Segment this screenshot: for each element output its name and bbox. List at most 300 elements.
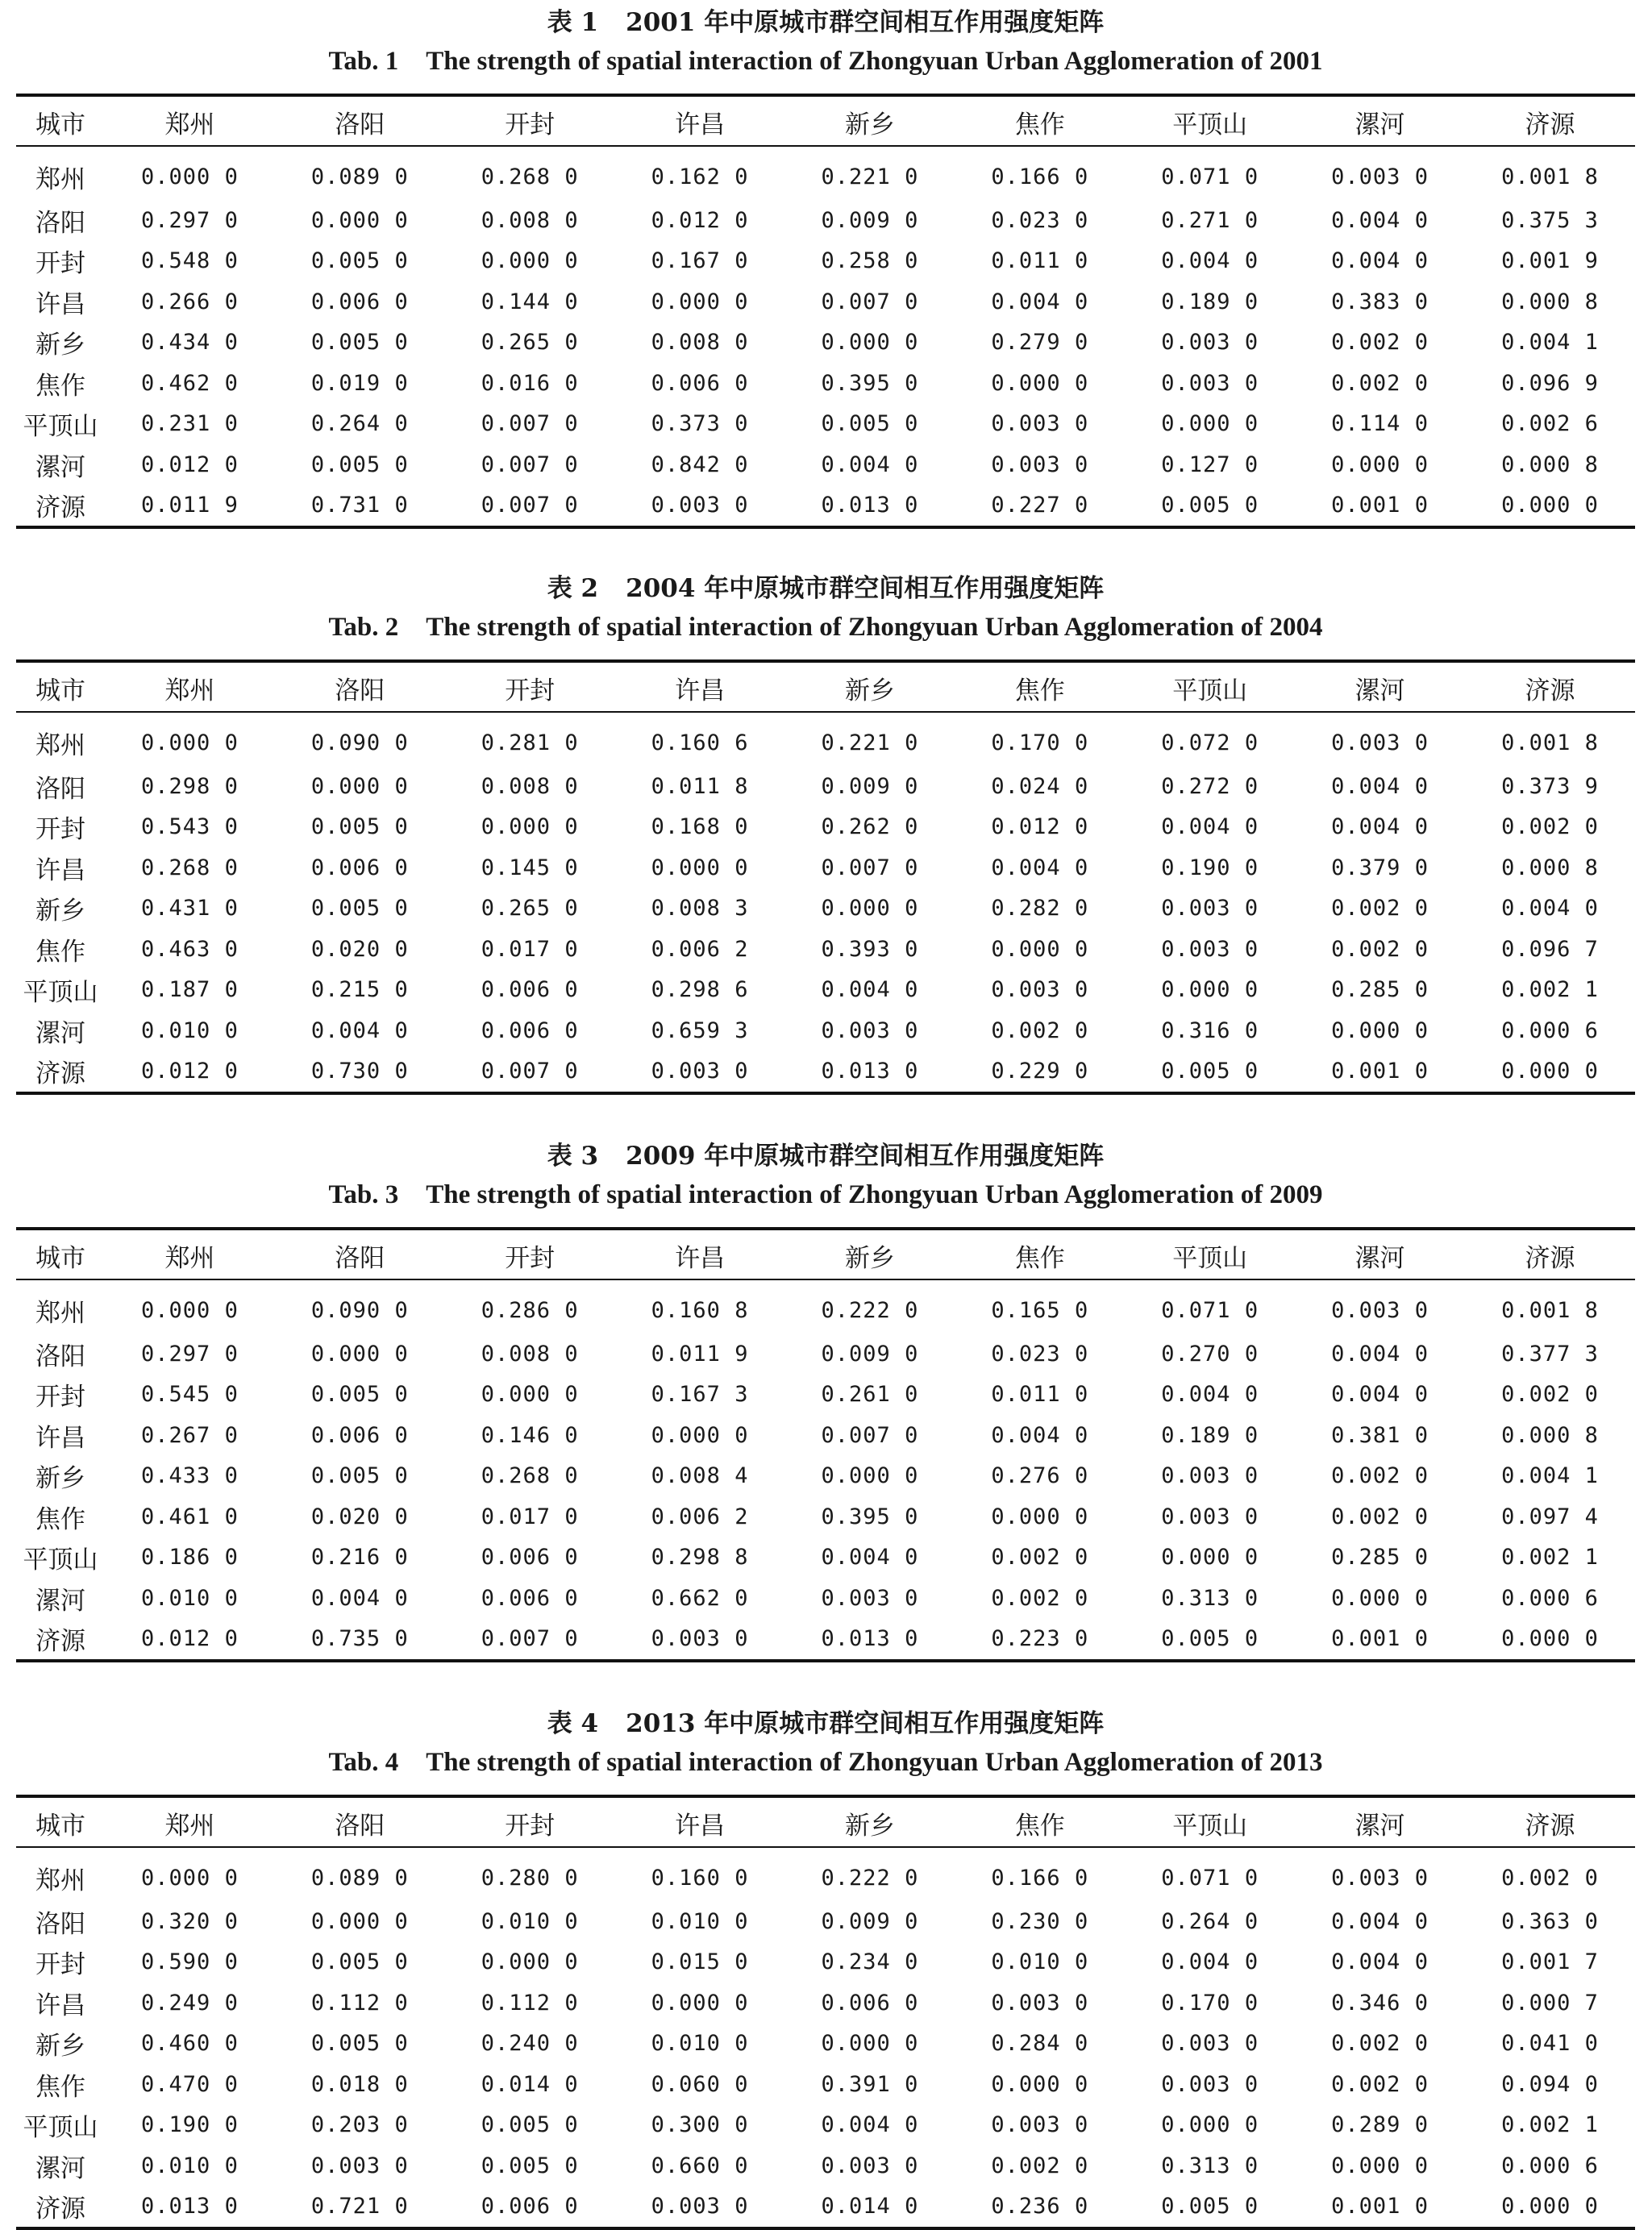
table-cell: 0.222 0 (821, 1297, 919, 1323)
table-body (16, 146, 1635, 527)
table-cell: 0.000 0 (651, 1422, 749, 1448)
row-city-label: 许昌 (35, 1991, 85, 2020)
table-cell: 0.094 0 (1501, 2071, 1599, 2097)
table-cell: 0.005 0 (310, 330, 409, 356)
table-cell: 0.000 8 (1501, 1422, 1599, 1448)
table-title-zh: 2001 年中原城市群空间相互作用强度矩阵 (626, 8, 1105, 37)
table-cell: 0.017 0 (481, 1504, 579, 1529)
table-row (16, 2186, 1635, 2229)
table-header (16, 95, 1635, 146)
column-header-city: 城市 (35, 1243, 85, 1273)
table-number-en: Tab. 1 (328, 47, 399, 76)
table-cell: 0.160 0 (651, 1865, 749, 1891)
table-cell: 0.006 0 (310, 855, 409, 880)
table-cell: 0.286 0 (481, 1297, 579, 1323)
interaction-matrix-table (16, 659, 1635, 1095)
row-city-label: 漯河 (35, 452, 85, 482)
table-cell: 0.016 0 (481, 370, 579, 396)
table-caption-en (16, 1175, 1635, 1214)
table-cell: 0.001 0 (1295, 485, 1465, 528)
column-header: 洛阳 (335, 110, 385, 139)
table-cell: 0.000 0 (310, 1908, 409, 1934)
table-cell: 0.000 0 (141, 1297, 239, 1323)
table-cell: 0.373 9 (1501, 773, 1599, 799)
table-cell: 0.000 8 (1501, 855, 1599, 880)
table-cell: 0.002 0 (1331, 1463, 1429, 1489)
table-cell: 0.281 0 (481, 730, 579, 755)
table-cell: 0.375 3 (1501, 207, 1599, 233)
table-cell: 0.071 0 (1161, 1297, 1259, 1323)
row-city-label: 焦作 (35, 937, 85, 967)
table-number-zh: 表 4 (547, 1709, 599, 1738)
table-cell: 0.000 0 (1465, 1051, 1635, 1094)
table-cell: 0.011 9 (105, 485, 275, 528)
table-row (16, 2105, 1635, 2146)
table-cell: 0.230 0 (991, 1908, 1089, 1934)
table-cell: 0.166 0 (991, 164, 1089, 189)
table-cell: 0.000 0 (481, 814, 579, 840)
table-cell: 0.005 0 (310, 248, 409, 274)
table-cell: 0.003 0 (991, 451, 1089, 477)
table-cell: 0.146 0 (481, 1422, 579, 1448)
table-cell: 0.008 0 (481, 1341, 579, 1367)
interaction-matrix-table (16, 1227, 1635, 1662)
table-cell: 0.004 0 (1161, 1382, 1259, 1408)
row-city-label: 济源 (16, 2186, 105, 2229)
table-cell: 0.003 0 (1331, 730, 1429, 755)
table-row (16, 1942, 1635, 1983)
column-header: 济源 (1525, 1811, 1575, 1841)
table-cell: 0.229 0 (955, 1051, 1125, 1094)
column-header: 焦作 (1014, 1243, 1065, 1273)
table-row (16, 766, 1635, 807)
column-header-city: 城市 (35, 110, 85, 139)
table-cell: 0.005 0 (310, 1949, 409, 1975)
row-city-label: 漯河 (35, 1018, 85, 1048)
table-cell: 0.431 0 (141, 896, 239, 922)
table-cell: 0.000 0 (141, 1865, 239, 1891)
table-row (16, 1901, 1635, 1942)
table-cell: 0.006 0 (310, 289, 409, 314)
table-cell: 0.268 0 (141, 855, 239, 880)
table-cell: 0.145 0 (481, 855, 579, 880)
table-cell: 0.013 0 (785, 485, 955, 528)
table-cell: 0.008 4 (651, 1463, 749, 1489)
table-cell: 0.005 0 (310, 1382, 409, 1408)
table-cell: 0.015 0 (651, 1949, 749, 1975)
row-city-label: 平顶山 (23, 412, 98, 442)
table-cell: 0.008 0 (481, 207, 579, 233)
table-cell: 0.000 0 (1465, 1619, 1635, 1662)
table-cell: 0.005 0 (821, 411, 919, 437)
table-cell: 0.090 0 (310, 730, 409, 755)
table-cell: 0.434 0 (141, 330, 239, 356)
table-cell: 0.216 0 (310, 1545, 409, 1571)
table-cell: 0.089 0 (310, 164, 409, 189)
table-cell: 0.002 0 (991, 1545, 1089, 1571)
table-cell: 0.276 0 (991, 1463, 1089, 1489)
table-cell: 0.006 0 (481, 1545, 579, 1571)
table-cell: 0.007 0 (445, 485, 615, 528)
table-cell: 0.168 0 (651, 814, 749, 840)
table-cell: 0.264 0 (1161, 1908, 1259, 1934)
table-cell: 0.014 0 (785, 2186, 955, 2229)
table-cell: 0.003 0 (991, 411, 1089, 437)
table-title-en: The strength of spatial interaction of Zhongyuan Urban Agglomeration of 2009 (426, 1180, 1323, 1209)
table-cell: 0.731 0 (275, 485, 445, 528)
table-cell: 0.000 0 (1465, 2186, 1635, 2229)
table-cell: 0.008 0 (651, 330, 749, 356)
table-cell: 0.041 0 (1501, 2031, 1599, 2057)
table-cell: 0.004 0 (1501, 896, 1599, 922)
document-page (16, 0, 1635, 2230)
table-cell: 0.010 0 (991, 1949, 1089, 1975)
table-cell: 0.000 0 (991, 1504, 1089, 1529)
table-cell: 0.012 0 (651, 207, 749, 233)
table-cell: 0.000 0 (991, 936, 1089, 962)
table-cell: 0.014 0 (481, 2071, 579, 2097)
table-cell: 0.007 0 (821, 1422, 919, 1448)
table-cell: 0.000 0 (1465, 485, 1635, 528)
table-cell: 0.842 0 (651, 451, 749, 477)
column-header: 郑州 (164, 110, 215, 139)
interaction-matrix-table (16, 1795, 1635, 2230)
table-cell: 0.006 0 (651, 370, 749, 396)
table-cell: 0.162 0 (651, 164, 749, 189)
header-row (16, 1229, 1635, 1279)
table-cell: 0.721 0 (275, 2186, 445, 2229)
table-cell: 0.000 0 (481, 1949, 579, 1975)
table-cell: 0.010 0 (141, 2153, 239, 2178)
table-cell: 0.000 0 (651, 289, 749, 314)
table-cell: 0.379 0 (1331, 855, 1429, 880)
column-header: 焦作 (1014, 110, 1065, 139)
column-header: 新乡 (844, 110, 895, 139)
table-cell: 0.005 0 (310, 896, 409, 922)
row-city-label: 平顶山 (23, 978, 98, 1008)
table-cell: 0.096 9 (1501, 370, 1599, 396)
table-row (16, 241, 1635, 282)
table-cell: 0.003 0 (821, 1585, 919, 1611)
row-city-label: 济源 (16, 1051, 105, 1094)
table-number-zh: 表 1 (547, 8, 599, 37)
table-cell: 0.165 0 (991, 1297, 1089, 1323)
table-cell: 0.007 0 (821, 855, 919, 880)
table-cell: 0.272 0 (1161, 773, 1259, 799)
table-cell: 0.023 0 (991, 1341, 1089, 1367)
table-block-2001 (16, 3, 1635, 529)
table-cell: 0.011 0 (991, 248, 1089, 274)
table-cell: 0.383 0 (1331, 289, 1429, 314)
table-row (16, 1415, 1635, 1456)
table-cell: 0.002 0 (1331, 2071, 1429, 2097)
table-cell: 0.006 0 (445, 2186, 615, 2229)
table-cell: 0.005 0 (310, 2031, 409, 2057)
table-cell: 0.373 0 (651, 411, 749, 437)
table-row (16, 1051, 1635, 1094)
table-cell: 0.223 0 (955, 1619, 1125, 1662)
table-row (16, 1619, 1635, 1662)
table-title-zh: 2009 年中原城市群空间相互作用强度矩阵 (626, 1142, 1105, 1171)
column-header: 漯河 (1354, 676, 1405, 705)
table-cell: 0.009 0 (821, 1341, 919, 1367)
table-cell: 0.268 0 (481, 1463, 579, 1489)
column-header: 开封 (505, 1811, 556, 1841)
table-cell: 0.003 0 (310, 2153, 409, 2178)
header-row (16, 661, 1635, 712)
table-caption-zh (16, 1137, 1635, 1175)
table-caption-en (16, 1743, 1635, 1782)
column-header: 许昌 (675, 676, 726, 705)
table-cell: 0.280 0 (481, 1865, 579, 1891)
table-row (16, 888, 1635, 930)
table-cell: 0.463 0 (141, 936, 239, 962)
table-cell: 0.000 0 (310, 773, 409, 799)
column-header: 新乡 (844, 1811, 895, 1841)
table-cell: 0.590 0 (141, 1949, 239, 1975)
table-cell: 0.002 0 (1501, 814, 1599, 840)
table-cell: 0.001 8 (1501, 164, 1599, 189)
table-cell: 0.298 8 (651, 1545, 749, 1571)
row-city-label: 平顶山 (23, 1546, 98, 1575)
table-cell: 0.006 0 (821, 1990, 919, 2016)
table-cell: 0.002 0 (1501, 1865, 1599, 1891)
row-city-label: 漯河 (35, 1586, 85, 1616)
table-cell: 0.735 0 (275, 1619, 445, 1662)
table-cell: 0.000 8 (1501, 289, 1599, 314)
table-caption-zh (16, 569, 1635, 608)
table-cell: 0.000 0 (821, 1463, 919, 1489)
table-cell: 0.000 0 (310, 1341, 409, 1367)
table-cell: 0.001 8 (1501, 1297, 1599, 1323)
table-cell: 0.090 0 (310, 1297, 409, 1323)
table-cell: 0.662 0 (651, 1585, 749, 1611)
table-cell: 0.231 0 (141, 411, 239, 437)
table-cell: 0.000 6 (1501, 1585, 1599, 1611)
table-cell: 0.000 6 (1501, 1017, 1599, 1043)
table-cell: 0.008 0 (481, 773, 579, 799)
table-row (16, 363, 1635, 404)
table-cell: 0.003 0 (821, 1017, 919, 1043)
table-title-zh: 2004 年中原城市群空间相互作用强度矩阵 (626, 574, 1105, 603)
table-cell: 0.002 0 (1331, 370, 1429, 396)
table-cell: 0.381 0 (1331, 1422, 1429, 1448)
row-city-label: 平顶山 (23, 2113, 98, 2143)
table-cell: 0.282 0 (991, 896, 1089, 922)
table-cell: 0.346 0 (1331, 1990, 1429, 2016)
row-city-label: 开封 (35, 249, 85, 279)
table-cell: 0.009 0 (821, 207, 919, 233)
interaction-matrix-table (16, 94, 1635, 529)
column-header-city: 城市 (35, 1811, 85, 1841)
table-cell: 0.001 9 (1501, 248, 1599, 274)
table-cell: 0.279 0 (991, 330, 1089, 356)
table-cell: 0.011 0 (991, 1382, 1089, 1408)
table-cell: 0.000 0 (481, 248, 579, 274)
table-cell: 0.265 0 (481, 330, 579, 356)
table-cell: 0.017 0 (481, 936, 579, 962)
table-cell: 0.018 0 (310, 2071, 409, 2097)
table-cell: 0.004 0 (1161, 814, 1259, 840)
table-cell: 0.004 0 (1331, 1382, 1429, 1408)
table-cell: 0.008 3 (651, 896, 749, 922)
table-cell: 0.012 0 (105, 1619, 275, 1662)
column-header: 漯河 (1354, 1811, 1405, 1841)
table-cell: 0.261 0 (821, 1382, 919, 1408)
table-cell: 0.002 0 (991, 2153, 1089, 2178)
table-cell: 0.011 8 (651, 773, 749, 799)
table-cell: 0.144 0 (481, 289, 579, 314)
table-cell: 0.000 0 (481, 1382, 579, 1408)
table-cell: 0.006 2 (651, 936, 749, 962)
table-cell: 0.013 0 (105, 2186, 275, 2229)
table-cell: 0.004 0 (821, 2112, 919, 2138)
table-number-zh: 表 3 (547, 1142, 599, 1171)
table-cell: 0.236 0 (955, 2186, 1125, 2229)
row-city-label: 开封 (35, 1950, 85, 1980)
table-cell: 0.019 0 (310, 370, 409, 396)
column-header: 济源 (1525, 676, 1575, 705)
row-city-label: 新乡 (35, 331, 85, 360)
table-row (16, 1537, 1635, 1579)
column-header: 郑州 (164, 676, 215, 705)
table-cell: 0.004 0 (1331, 814, 1429, 840)
table-row (16, 281, 1635, 322)
table-cell: 0.010 0 (481, 1908, 579, 1934)
table-cell: 0.007 0 (481, 411, 579, 437)
table-cell: 0.006 0 (481, 1585, 579, 1611)
table-cell: 0.170 0 (991, 730, 1089, 755)
table-cell: 0.266 0 (141, 289, 239, 314)
table-cell: 0.000 0 (821, 330, 919, 356)
table-cell: 0.010 0 (651, 2031, 749, 2057)
column-header-city: 城市 (35, 676, 85, 705)
table-cell: 0.001 0 (1295, 1619, 1465, 1662)
table-row (16, 1333, 1635, 1375)
table-cell: 0.268 0 (481, 164, 579, 189)
table-cell: 0.003 0 (615, 1051, 785, 1094)
table-cell: 0.377 3 (1501, 1341, 1599, 1367)
table-cell: 0.089 0 (310, 1865, 409, 1891)
table-row (16, 200, 1635, 241)
table-cell: 0.003 0 (1161, 1504, 1259, 1529)
table-row (16, 1279, 1635, 1333)
table-cell: 0.003 0 (1331, 1865, 1429, 1891)
table-cell: 0.004 0 (821, 977, 919, 1003)
table-cell: 0.003 0 (1161, 2071, 1259, 2097)
table-cell: 0.221 0 (821, 164, 919, 189)
table-cell: 0.112 0 (481, 1990, 579, 2016)
row-city-label: 新乡 (35, 1464, 85, 1494)
table-cell: 0.002 0 (991, 1585, 1089, 1611)
table-cell: 0.013 0 (785, 1051, 955, 1094)
table-body (16, 1279, 1635, 1661)
column-header: 洛阳 (335, 1811, 385, 1841)
table-cell: 0.071 0 (1161, 1865, 1259, 1891)
table-cell: 0.004 0 (991, 1422, 1089, 1448)
table-cell: 0.167 3 (651, 1382, 749, 1408)
table-cell: 0.393 0 (821, 936, 919, 962)
table-cell: 0.009 0 (821, 773, 919, 799)
table-cell: 0.543 0 (141, 814, 239, 840)
table-row (16, 444, 1635, 485)
table-cell: 0.013 0 (785, 1619, 955, 1662)
row-city-label: 郑州 (35, 1866, 85, 1895)
table-cell: 0.234 0 (821, 1949, 919, 1975)
table-cell: 0.545 0 (141, 1382, 239, 1408)
table-cell: 0.433 0 (141, 1463, 239, 1489)
table-cell: 0.298 0 (141, 773, 239, 799)
table-cell: 0.000 0 (651, 1990, 749, 2016)
table-cell: 0.001 0 (1295, 2186, 1465, 2229)
table-cell: 0.000 0 (310, 207, 409, 233)
table-cell: 0.004 0 (1331, 1341, 1429, 1367)
column-header: 郑州 (164, 1811, 215, 1841)
table-cell: 0.000 0 (1161, 977, 1259, 1003)
table-cell: 0.002 0 (991, 1017, 1089, 1043)
table-cell: 0.023 0 (991, 207, 1089, 233)
table-cell: 0.004 0 (991, 855, 1089, 880)
row-city-label: 漯河 (35, 2153, 85, 2183)
row-city-label: 新乡 (35, 2032, 85, 2062)
column-header: 焦作 (1014, 676, 1065, 705)
table-cell: 0.160 8 (651, 1297, 749, 1323)
table-cell: 0.285 0 (1331, 1545, 1429, 1571)
table-cell: 0.249 0 (141, 1990, 239, 2016)
table-cell: 0.000 8 (1501, 451, 1599, 477)
row-city-label: 济源 (16, 485, 105, 528)
table-cell: 0.060 0 (651, 2071, 749, 2097)
table-cell: 0.363 0 (1501, 1908, 1599, 1934)
table-cell: 0.189 0 (1161, 289, 1259, 314)
table-title-en: The strength of spatial interaction of Zhongyuan Urban Agglomeration of 2001 (426, 47, 1323, 76)
row-city-label: 许昌 (35, 855, 85, 885)
column-header: 新乡 (844, 1243, 895, 1273)
table-cell: 0.002 0 (1331, 2031, 1429, 2057)
table-row (16, 2024, 1635, 2065)
table-cell: 0.004 0 (310, 1585, 409, 1611)
column-header: 许昌 (675, 1811, 726, 1841)
table-cell: 0.001 8 (1501, 730, 1599, 755)
table-cell: 0.271 0 (1161, 207, 1259, 233)
table-cell: 0.000 0 (651, 855, 749, 880)
table-cell: 0.258 0 (821, 248, 919, 274)
table-header (16, 661, 1635, 712)
table-cell: 0.000 0 (141, 730, 239, 755)
table-title-zh: 2013 年中原城市群空间相互作用强度矩阵 (626, 1709, 1105, 1738)
table-cell: 0.004 0 (991, 289, 1089, 314)
table-cell: 0.659 3 (651, 1017, 749, 1043)
header-row (16, 1796, 1635, 1847)
table-cell: 0.006 0 (481, 977, 579, 1003)
column-header: 开封 (505, 676, 556, 705)
table-cell: 0.002 1 (1501, 977, 1599, 1003)
table-cell: 0.003 0 (615, 2186, 785, 2229)
table-cell: 0.007 0 (481, 451, 579, 477)
table-cell: 0.300 0 (651, 2112, 749, 2138)
table-cell: 0.004 1 (1501, 330, 1599, 356)
table-cell: 0.000 0 (1331, 2153, 1429, 2178)
table-row (16, 1496, 1635, 1537)
table-cell: 0.264 0 (310, 411, 409, 437)
table-cell: 0.660 0 (651, 2153, 749, 2178)
column-header: 新乡 (844, 676, 895, 705)
table-cell: 0.462 0 (141, 370, 239, 396)
table-cell: 0.297 0 (141, 207, 239, 233)
row-city-label: 郑州 (35, 730, 85, 760)
table-row (16, 404, 1635, 445)
table-row (16, 1578, 1635, 1619)
